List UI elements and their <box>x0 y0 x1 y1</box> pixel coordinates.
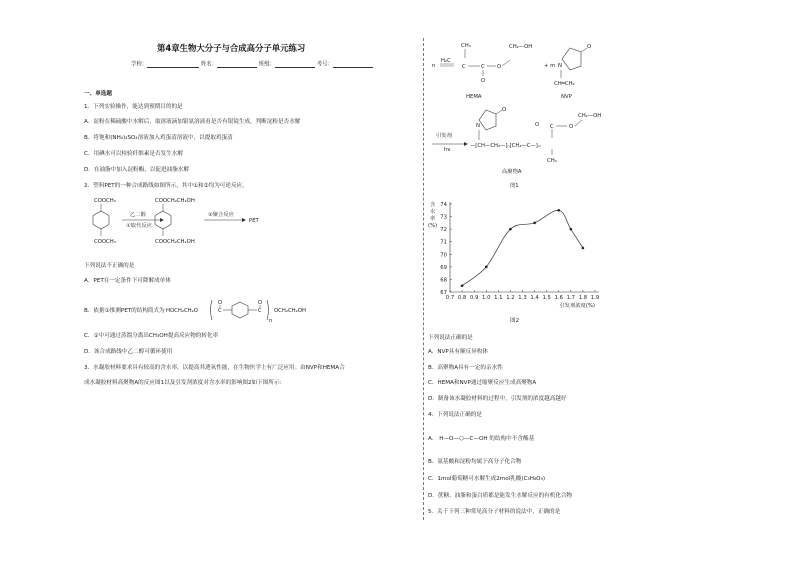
section-title: 一、单选题 <box>84 91 112 97</box>
fig1-caption: 图1 <box>510 183 519 189</box>
data-point <box>582 247 585 250</box>
svg-text:C: C <box>462 64 466 70</box>
svg-text:O: O <box>502 107 507 113</box>
svg-text:CH₂—OH: CH₂—OH <box>578 113 602 119</box>
reactant-benzene-ring <box>93 211 109 229</box>
polymer-a-label: 高聚物A <box>502 169 522 175</box>
q4-option-a-suffix: 的结构中不含酯基 <box>489 436 535 442</box>
y-axis-label-2: 水 <box>430 209 436 215</box>
data-point <box>509 228 512 231</box>
svg-text:O: O <box>218 300 223 306</box>
series-line <box>462 210 583 286</box>
x-tick-label: 1.8 <box>578 295 588 301</box>
data-point <box>533 222 536 225</box>
nvp-ring <box>562 48 581 70</box>
school-blank[interactable] <box>147 62 199 68</box>
pet-left-end: HOCH₂CH₂O <box>166 308 198 314</box>
svg-text:CH═CH₂: CH═CH₂ <box>554 81 575 87</box>
svg-text:O: O <box>569 124 574 130</box>
q4-option-a-formula: H—O—⬡—C—OH <box>439 436 488 442</box>
q1-option-d: D．在油脂中加入淀粉酶，以促进油脂水解 <box>84 167 189 173</box>
x-tick-label: 1.4 <box>530 295 539 301</box>
svg-text:O: O <box>535 122 540 128</box>
coef-m: + m <box>544 63 556 69</box>
arrow2-condition: ②聚合反应 <box>208 212 234 218</box>
data-point <box>485 266 488 269</box>
pet-reaction-scheme <box>84 194 274 254</box>
q3-stem-line1: 3．水凝胶材料要求具有较高的含水率，以提高其透氧性能，在生物医学上有广泛应用。由NVP和HEMA合 <box>84 365 345 371</box>
reactant-top-group: COOCH₃ <box>94 198 116 204</box>
name-blank[interactable] <box>217 62 257 68</box>
question-5-stem: 5．关于下列三种常见高分子材料的说法中，正确的是 <box>428 509 561 515</box>
exam-no-label: 考号： <box>316 61 333 68</box>
y-tick-label: 72 <box>440 227 447 234</box>
pet-benzene-ring <box>232 302 248 318</box>
x-tick-label: 1.1 <box>494 295 503 301</box>
q4-option-c: C．1mol葡萄糖可水解生成2mol乳酸(C₃H₆O₃) <box>428 476 546 482</box>
class-blank[interactable] <box>275 62 315 68</box>
svg-text:N: N <box>476 123 480 129</box>
polymer-chain: —[CH—CH₂—]ₙ[CH₂—C—]ₘ <box>470 143 542 149</box>
figure-2-chart <box>428 198 608 316</box>
x-tick-label: 1.2 <box>506 295 515 301</box>
q2-option-b: B．依据①推测PET的结构简式为 <box>84 308 165 314</box>
pet-structure-formula <box>166 292 316 328</box>
question-1-stem: 1．下列实验操作，能达到预期目的的是 <box>84 104 183 110</box>
figure-1-reaction <box>430 38 630 188</box>
q3-option-b: B．高聚物A具有一定的亲水性 <box>428 365 503 371</box>
q1-option-b: B．将饱和(NH₄)₂SO₄溶液加入鸡蛋清溶液中，以提取鸡蛋清 <box>84 135 233 141</box>
svg-text:H₂C: H₂C <box>441 58 451 64</box>
y-axis-label-3: 率 <box>430 216 436 222</box>
svg-text:O: O <box>481 78 486 84</box>
q4-option-a-prefix: A． <box>428 436 438 442</box>
y-tick-label: 73 <box>440 214 447 221</box>
intermediate-top-group: COOCH₂CH₂OH <box>155 198 195 204</box>
student-info-line <box>131 62 373 68</box>
data-point <box>557 209 560 212</box>
x-tick-label: 1.3 <box>518 295 527 301</box>
coef-n: n <box>432 63 436 69</box>
q3-stem-line2: 成水凝胶材料高聚物A的反应图1以及引发剂浓度对含水率的影响图2如下图所示： <box>84 380 286 386</box>
column-divider <box>423 38 424 520</box>
q1-option-c: C．用碘水可以检验纤维素是否发生水解 <box>84 151 184 157</box>
x-tick-label: 1.0 <box>482 295 491 301</box>
svg-text:O: O <box>258 300 263 306</box>
intermediate-bottom-group: COOCH₂CH₂OH <box>155 239 195 245</box>
class-label: 班级： <box>258 61 275 68</box>
arrow1-condition: ①取代反应 <box>126 223 152 229</box>
q2-option-d: D．该合成路线中乙二醇可循环使用 <box>84 349 173 355</box>
hema-label: HEMA <box>466 94 482 100</box>
question-4-stem: 4．下列说法正确的是 <box>428 412 482 418</box>
y-tick-label: 71 <box>440 239 447 246</box>
q3-question: 下列说法正确的是 <box>428 335 473 341</box>
q3-option-c: C．HEMA和NVP通过缩聚反应生成高聚物A <box>428 380 537 386</box>
school-label: 学校： <box>131 61 148 68</box>
svg-text:O: O <box>587 44 592 50</box>
exam-no-blank[interactable] <box>333 62 373 68</box>
svg-text:CH₂—OH: CH₂—OH <box>509 44 533 50</box>
x-tick-label: 0.7 <box>445 295 455 301</box>
data-point <box>461 284 464 287</box>
initiator-label: 引发剂 <box>436 133 452 139</box>
x-tick-label: 0.9 <box>469 295 479 301</box>
page-title: 第4章生物大分子与合成高分子单元练习 <box>157 43 306 53</box>
reactant-bottom-group: COOCH₃ <box>94 239 116 245</box>
product-pet: PET <box>249 218 259 224</box>
x-tick-label: 1.7 <box>566 295 576 301</box>
q4-option-a <box>428 437 534 443</box>
y-tick-label: 74 <box>440 202 447 208</box>
y-tick-label: 68 <box>440 277 447 284</box>
pet-subscript-n: n <box>269 318 273 324</box>
q4-option-b: B．氨基酸和淀粉均属于高分子化合物 <box>428 459 522 465</box>
arrow1-reagent: 乙二醇 <box>130 212 146 218</box>
svg-text:C: C <box>218 308 222 314</box>
q2-question: 下列说法不正确的是 <box>84 263 135 269</box>
svg-text:CH₃: CH₃ <box>461 43 471 49</box>
svg-text:CH₃: CH₃ <box>547 158 557 164</box>
x-tick-label: 1.9 <box>590 295 600 301</box>
q4-option-d: D．蔗糖、油脂和蛋白质都是能发生水解反应的有机化合物 <box>428 493 573 499</box>
svg-text:O: O <box>497 64 502 70</box>
fig2-caption: 图2 <box>510 318 520 324</box>
y-tick-label: 69 <box>440 264 447 271</box>
q3-option-a: A．NVP具有顺反异构体 <box>428 349 488 355</box>
y-tick-label: 70 <box>440 252 447 259</box>
x-tick-label: 0.8 <box>457 295 467 301</box>
nvp-label: NVP <box>561 94 572 100</box>
q3-option-d: D．制备该水凝胶材料的过程中，引发剂的浓度越高越好 <box>428 396 567 402</box>
y-axis-label-4: (%) <box>428 223 438 229</box>
y-tick-label: 67 <box>440 290 447 296</box>
data-point <box>570 228 573 231</box>
x-axis-label: 引发剂浓度(%) <box>559 303 595 309</box>
svg-text:C: C <box>258 308 262 314</box>
y-axis-label-1: 含 <box>430 202 436 208</box>
q2-option-c: C．①中可通过蒸馏分离出CH₃OH提高反应物的转化率 <box>84 333 219 339</box>
q1-option-a: A．淀粉在稀硫酸中水解后，取溶液滴加银氨溶液看是否有银镜生成，判断淀粉是否水解 <box>84 119 301 125</box>
q2-option-a: A．PET在一定条件下可降解成单体 <box>84 278 171 284</box>
x-tick-label: 1.6 <box>554 295 563 301</box>
svg-text:C: C <box>481 64 485 70</box>
x-tick-label: 1.5 <box>542 295 551 301</box>
hv-label: hν <box>444 147 451 153</box>
pet-right-end: OCH₂CH₂OH <box>274 308 306 314</box>
name-label: 姓名： <box>200 61 218 68</box>
svg-text:C: C <box>550 124 554 130</box>
question-2-stem: 2．塑料PET的一种合成路线如图所示，其中①和②均为可逆反应。 <box>84 183 248 189</box>
svg-text:N: N <box>558 63 562 69</box>
